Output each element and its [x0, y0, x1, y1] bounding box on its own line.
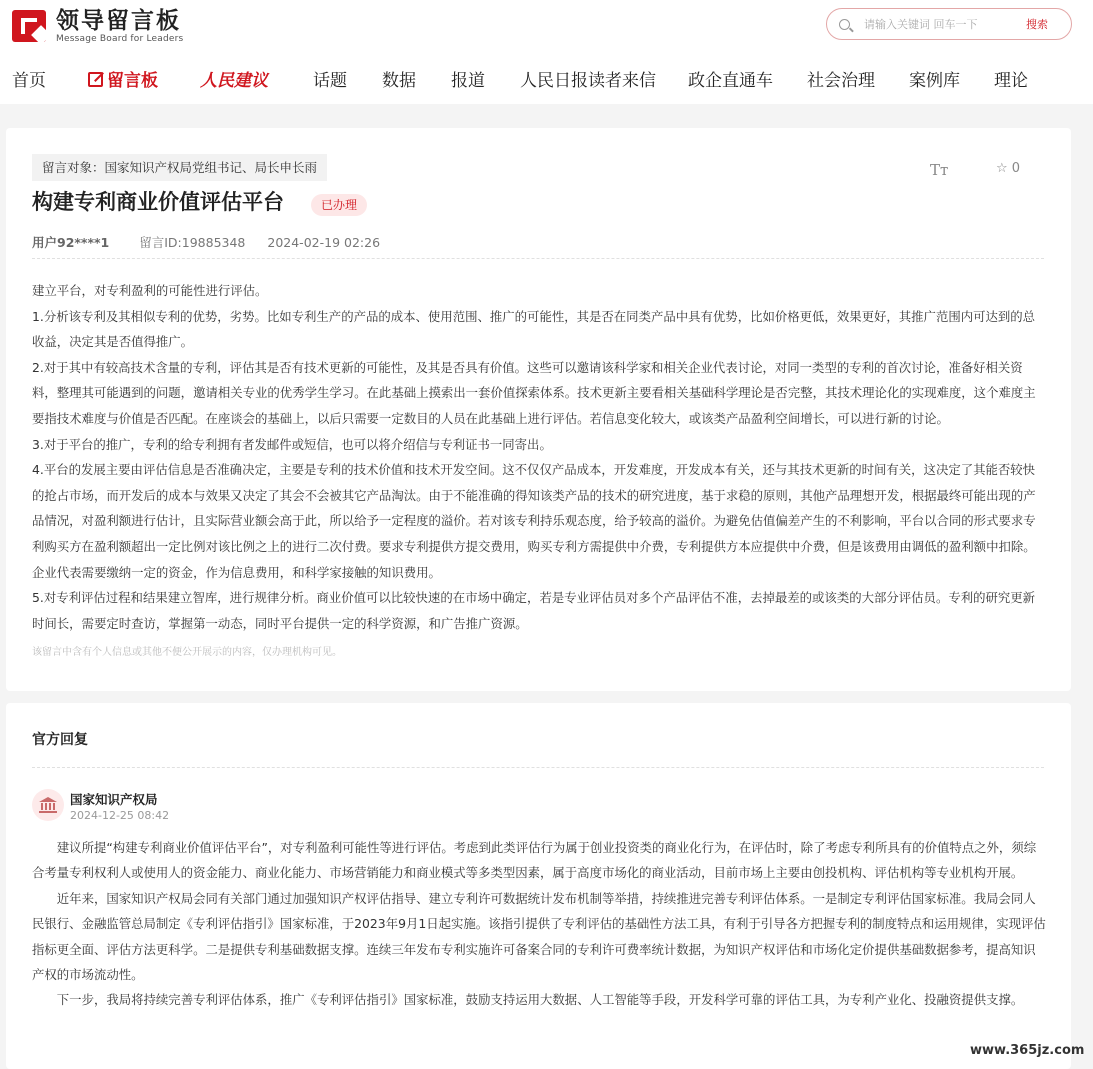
nav-message-board-label: 留言板: [107, 71, 158, 91]
nav-theory[interactable]: 理论: [994, 71, 1028, 91]
department-name: 国家知识产权局: [70, 792, 158, 807]
main-nav: [0, 62, 1093, 96]
message-title: 构建专利商业价值评估平台: [32, 190, 284, 214]
search-box: [826, 8, 1072, 40]
message-card: [6, 128, 1071, 691]
nav-case-library[interactable]: 案例库: [909, 71, 960, 91]
message-meta: [32, 233, 380, 251]
logo-subtitle: Message Board for Leaders: [56, 34, 184, 44]
government-building-icon: [38, 796, 58, 814]
watermark: www.365jz.com: [970, 1043, 1085, 1058]
search-icon: [839, 19, 850, 30]
nav-message-board[interactable]: [88, 66, 158, 91]
message-user: 用户92****1: [32, 235, 110, 250]
reply-paragraph: 建议所提“构建专利商业价值评估平台”，对专利盈利可能性等进行评估。考虑到此类评估行为属于创业投资类的商业化行为，在评估时，除了考虑专利所具有的价值特点之外，须综合考量专利权利人或使用人的资金能力、商业化能力、市场营销能力和商业模式等多类型因素，属于高度市场化的商业活动，目前市场上主要由创投机构、评估机构等专业机构开展。: [32, 840, 1037, 881]
divider: [32, 258, 1044, 259]
logo-icon: [12, 8, 50, 44]
reply-paragraph: 近年来，国家知识产权局会同有关部门通过加强知识产权评估指导、建立专利许可数据统计发布机制等举措，持续推进完善专利评估体系。一是制定专利评估国家标准。我局会同人民银行、金融监管总局制定《专利评估指引》国家标准，于2023年9月1日起实施。该指引提供了专利评估的基础性方法工具，有利于引导各方把握专利的制度特点和运用规律，实现评估指标更全面、评估方法更科学。二是提供专利基础数据支撑。连续三年发布专利实施许可备案合同的专利许可费率统计数据，为知识产权评估和市场化定价提供基础数据参考，提高知识产权的市场流动性。: [32, 890, 1046, 983]
site-header: [0, 0, 1093, 104]
message-paragraph: 2.对于其中有较高技术含量的专利，评估其是否有技术更新的可能性，及其是否具有价值。这些可以邀请该科学家和相关企业代表讨论，对同一类型的专利的首次讨论，准备好相关资料，整理其可能遇到的问题，邀请相关专业的优秀学生学习。在此基础上摸索出一套价值探索体系。技术更新主要看相关基础科学理论是否完整，其技术理论化的实现难度，这个难度主要指技术难度与价值是否匹配。在座谈会的基础上，以后只需要一定数目的人员在此基础上进行评估。若信息变化较大，或该类产品盈利空间增长，可以进行新的讨论。: [32, 359, 1036, 426]
message-paragraph: 3.对于平台的推广，专利的给专利拥有者发邮件或短信，也可以将介绍信与专利证书一同寄出。: [32, 436, 552, 452]
reply-content: [32, 835, 1046, 1013]
nav-data[interactable]: 数据: [382, 71, 416, 91]
reply-heading: 官方回复: [32, 732, 88, 748]
nav-reports[interactable]: 报道: [451, 71, 485, 91]
department-avatar: [32, 789, 64, 821]
message-id: 留言ID:19885348: [139, 235, 246, 250]
message-time: 2024-02-19 02:26: [267, 235, 381, 250]
message-target: 留言对象：国家知识产权局党组书记、局长申长雨: [32, 154, 327, 181]
message-paragraph: 建立平台，对专利盈利的可能性进行评估。: [32, 283, 268, 298]
font-size-icon[interactable]: Tт: [930, 161, 949, 179]
nav-readers-letters[interactable]: 人民日报读者来信: [520, 71, 656, 91]
reply-paragraph: 下一步，我局将持续完善专利评估体系，推广《专利评估指引》国家标准，鼓励支持运用大数据、人工智能等手段，开发科学可靠的评估工具，为专利产业化、投融资提供支撑。: [56, 992, 1024, 1008]
message-content: [32, 278, 1046, 636]
nav-social-governance[interactable]: 社会治理: [807, 71, 875, 91]
nav-gov-business[interactable]: 政企直通车: [688, 71, 773, 91]
privacy-note: 该留言中含有个人信息或其他不便公开展示的内容，仅办理机构可见。: [32, 647, 342, 658]
search-button[interactable]: 搜索: [1026, 18, 1048, 31]
reply-card: [6, 703, 1071, 1069]
search-input[interactable]: [864, 18, 1014, 31]
message-paragraph: 1.分析该专利及其相似专利的优势，劣势。比如专利生产的产品的成本、使用范围、推广的可能性，其是否在同类产品中具有优势，比如价格更低，效果更好，其推广范围内可达到的总收益，决定其是否值得推广。: [32, 308, 1036, 350]
favorite-count: 0: [1011, 161, 1021, 176]
logo-title: 领导留言板: [56, 8, 181, 34]
reply-time: 2024-12-25 08:42: [70, 809, 170, 822]
message-paragraph: 4.平台的发展主要由评估信息是否准确决定，主要是专利的技术价值和技术开发空间。这不仅仅产品成本，开发难度，开发成本有关，还与其技术更新的时间有关，这决定了其能否较快的抢占市场，而开发后的成本与效果又决定了其会不会被其它产品淘汰。由于不能准确的得知该类产品的技术的研究进度，基于求稳的原则，其他产品理想开发，根据最终可能出现的产品情况，对盈利额进行估计，且实际营业额会高于此，所以给予一定程度的溢价。若对该专利持乐观态度，给予较高的溢价。为避免估值偏差产生的不利影响，平台以合同的形式要求专利购买方在盈利额超出一定比例对该比例之上的进行二次付费。要求专利提供方提交费用，购买专利方需提供中介费，专利提供方本应提供中介费，但是该费用由调低的盈利额中扣除。企业代表需要缴纳一定的资金，作为信息费用，和科学家接触的知识费用。: [32, 462, 1036, 580]
nav-people-suggestions[interactable]: 人民建议: [200, 71, 268, 91]
message-paragraph: 5.对专利评估过程和结果建立智库，进行规律分析。商业价值可以比较快速的在市场中确定，若是专业评估员对多个产品评估不准，去掉最差的或该类的大部分评估员。专利的研究更新时间长，需要定时查访，掌握第一动态，同时平台提供一定的科学资源，和广告推广资源。: [32, 590, 1036, 631]
favorite-button[interactable]: [996, 161, 1020, 176]
status-badge: 已办理: [311, 194, 367, 216]
nav-home[interactable]: 首页: [12, 71, 46, 91]
star-icon: ☆: [996, 161, 1008, 176]
edit-icon: [88, 72, 103, 87]
nav-topics[interactable]: 话题: [313, 71, 347, 91]
site-logo[interactable]: [12, 8, 183, 44]
divider: [32, 767, 1044, 768]
